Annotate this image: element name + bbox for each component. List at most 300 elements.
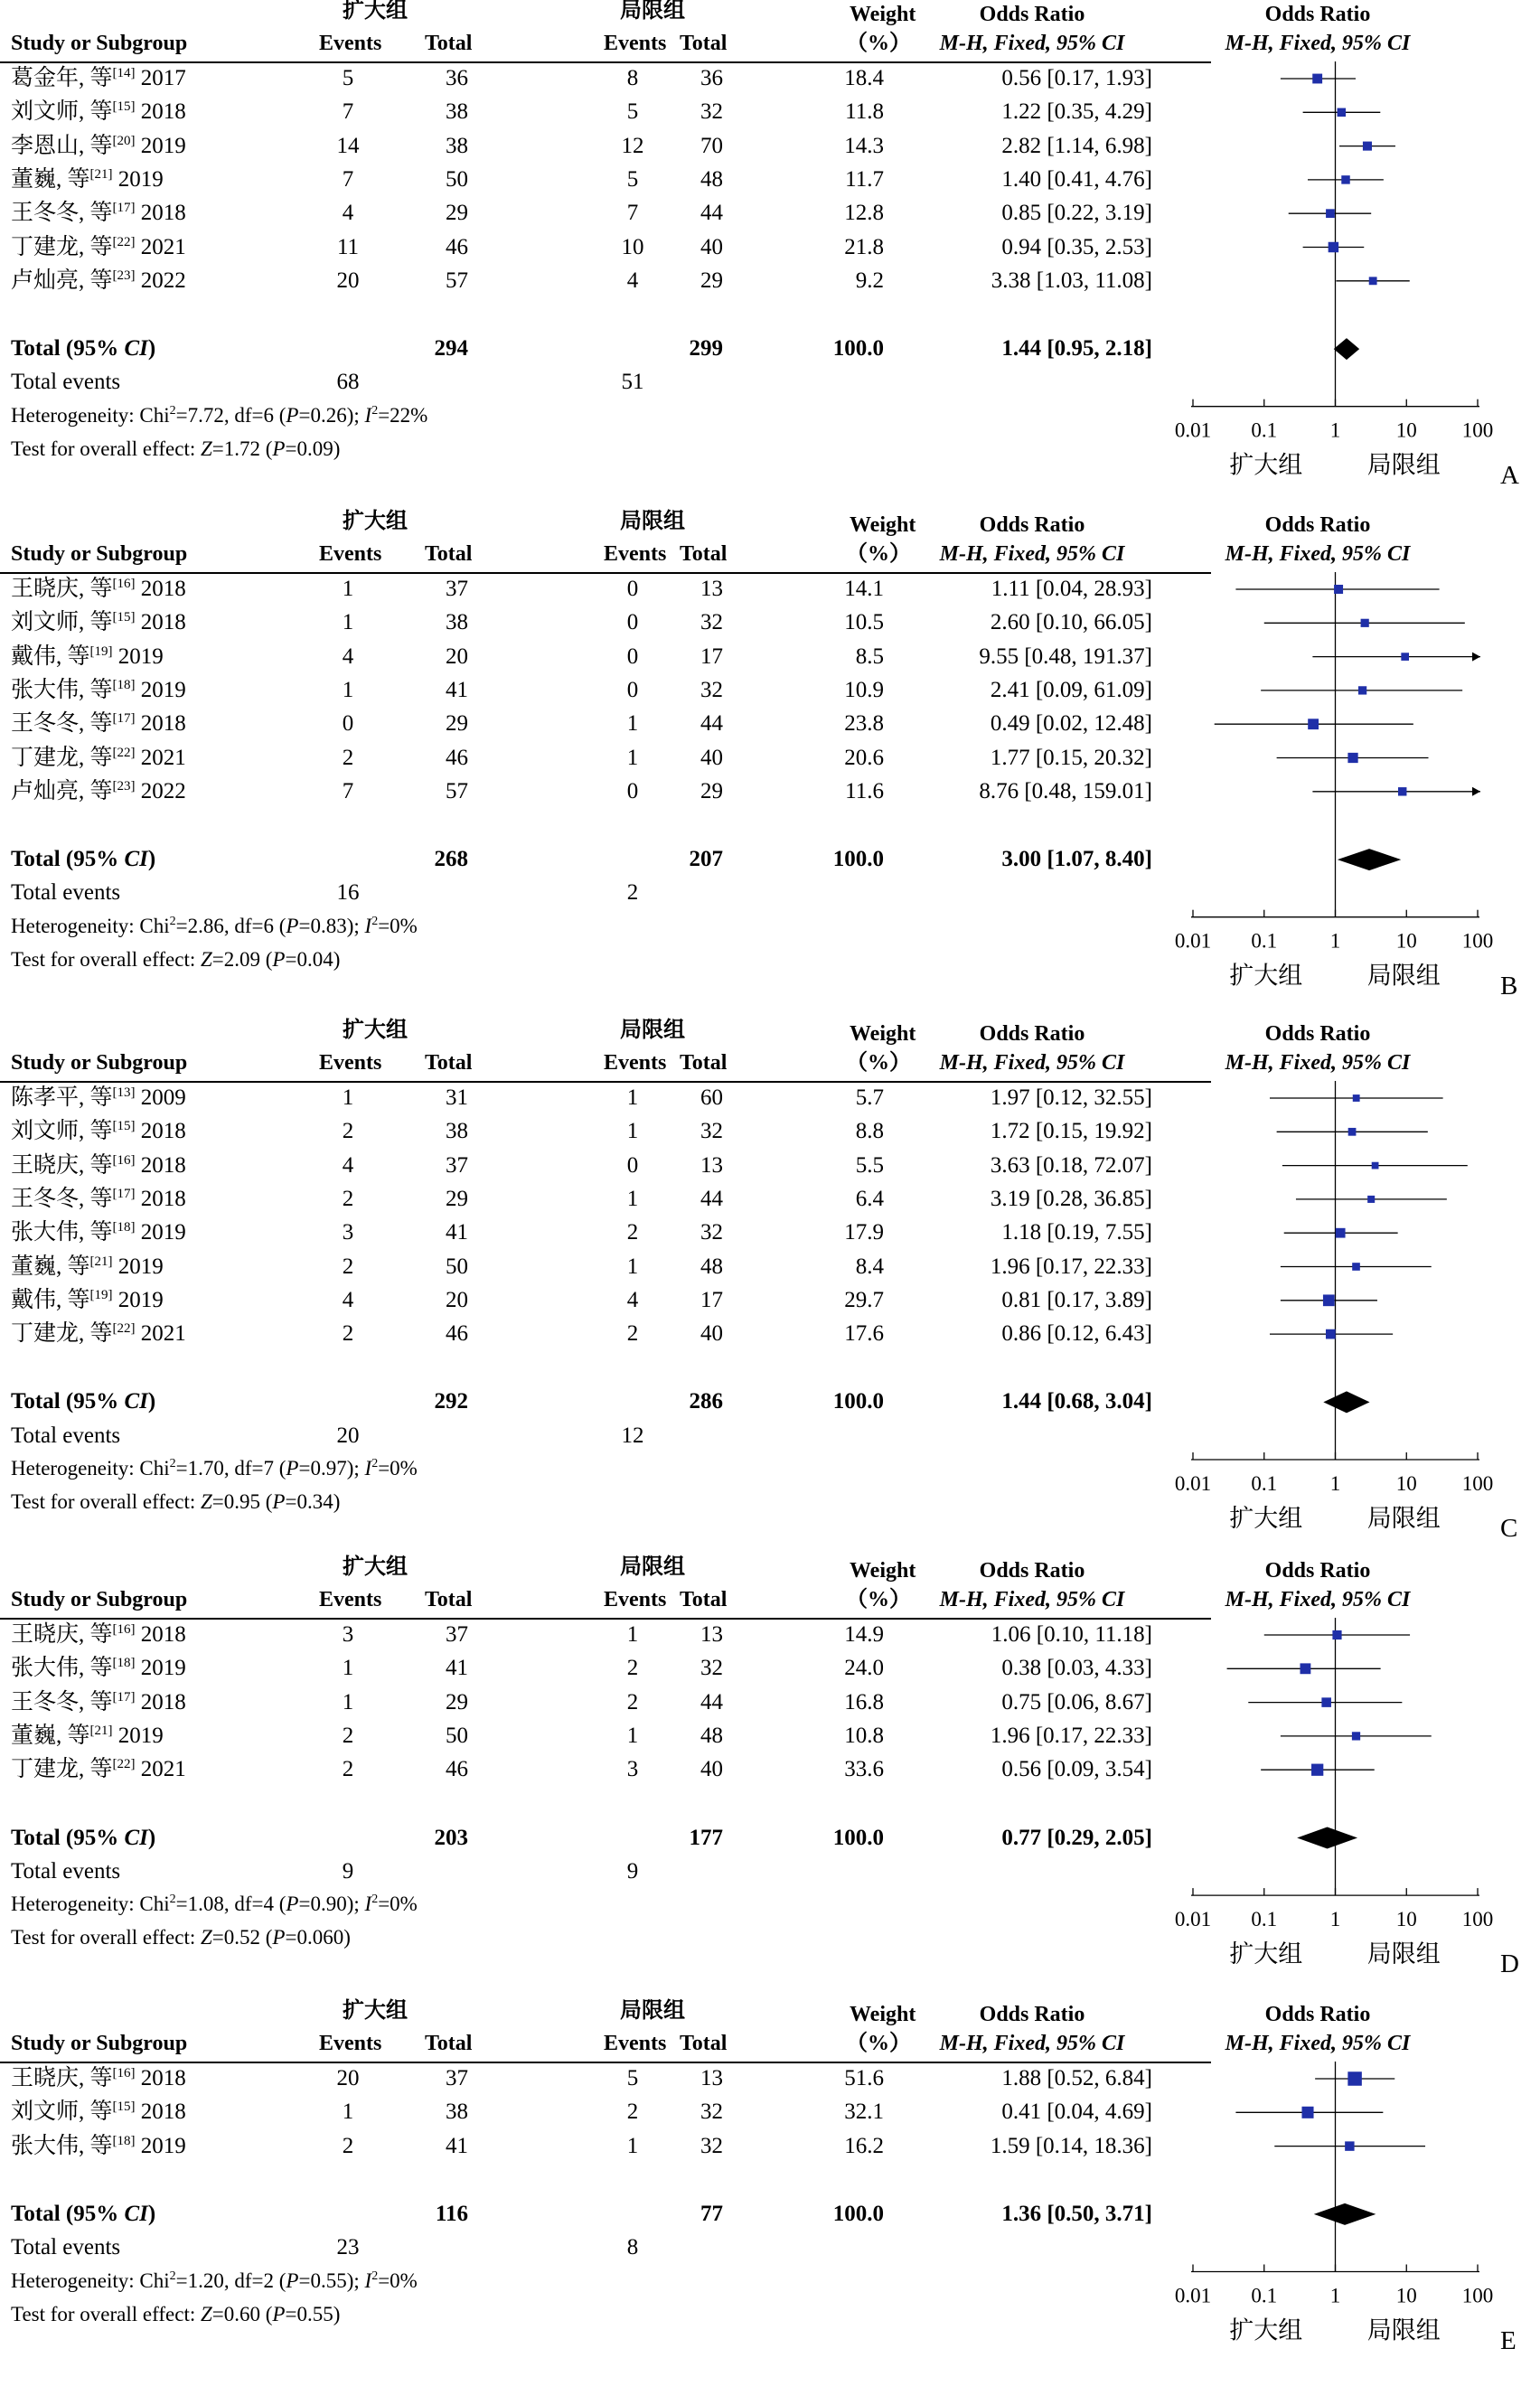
events-control: 8 [626,66,639,90]
x-tick-label: 0.1 [1251,1472,1278,1495]
or-header: Odds Ratio [979,1022,1085,1046]
events-control: 1 [626,1186,639,1211]
events-header-experimental: Events [319,2032,382,2055]
weight-header: Weight [850,1022,916,1046]
study-point [1369,277,1377,285]
study-reference: [21] [89,166,113,182]
weight-unit-header: （%） [846,32,911,55]
total-header-experimental: Total [425,2032,473,2055]
study-reference: [15] [112,610,136,625]
events-experimental: 2 [342,1757,354,1782]
axis-favors-experimental: 扩大组 [1229,1940,1303,1968]
study-odds-ratio: 3.38 [1.03, 11.08] [991,268,1152,293]
study-author: 丁建龙, 等 [11,745,113,770]
events-header-experimental: Events [319,1051,382,1075]
study-name [11,1623,186,1646]
study-author: 董巍, 等 [11,166,90,192]
study-point [1348,753,1357,763]
study-weight: 6.4 [855,1186,884,1211]
study-odds-ratio: 0.85 [0.22, 3.19] [1001,201,1152,226]
events-control: 0 [626,577,639,601]
events-experimental: 0 [342,711,354,737]
study-name [11,1221,186,1244]
total-control: 29 [700,778,723,803]
events-experimental: 5 [342,66,354,90]
overall-pval: =0.34) [285,1490,341,1514]
study-year: 2019 [117,1254,164,1279]
total-control: 32 [700,677,723,702]
study-year: 2018 [140,2099,186,2125]
study-author: 卢灿亮, 等 [11,778,113,803]
het-p: P [286,2269,299,2292]
total-control: 40 [700,745,723,770]
axis-favors-control: 局限组 [1366,1505,1441,1532]
study-point [1398,787,1406,795]
plot-header: Odds Ratio [1264,1022,1371,1046]
panel-letter: E [1500,2325,1517,2355]
study-weight: 21.8 [844,234,884,259]
total-control: 17 [700,1287,723,1312]
plot-method-header: M-H, Fixed, 95% CI [1225,2032,1411,2055]
study-weight: 18.4 [844,66,884,90]
events-experimental: 2 [342,1186,354,1211]
study-weight: 29.7 [844,1287,884,1312]
study-odds-ratio: 0.86 [0.12, 6.43] [1001,1321,1152,1347]
study-point [1352,1263,1360,1271]
plot-method-header: M-H, Fixed, 95% CI [1225,542,1411,566]
study-point [1301,2107,1313,2118]
study-author: 董巍, 等 [11,1254,90,1279]
study-weight: 32.1 [844,2099,884,2125]
study-point [1321,1697,1331,1707]
total-weight: 100.0 [832,847,884,872]
study-author: 张大伟, 等 [11,2133,113,2158]
study-reference: [23] [112,778,136,794]
total-odds-ratio: 1.36 [0.50, 3.71] [1001,2201,1152,2226]
study-year: 2019 [117,1287,164,1312]
overall-pval: =0.060) [285,1926,351,1949]
study-year: 2009 [140,1085,186,1110]
total-experimental: 38 [446,1119,468,1144]
total-control: 13 [700,1622,723,1647]
study-point [1352,1732,1360,1740]
study-weight: 8.4 [855,1254,884,1279]
study-name [11,1255,164,1278]
x-tick-label: 0.01 [1174,929,1212,953]
het-i-sup: 2 [371,914,379,928]
events-control: 5 [626,166,639,192]
events-control: 0 [626,778,639,803]
x-tick-label: 1 [1329,1472,1341,1495]
events-experimental: 20 [336,2066,360,2090]
study-column-header: Study or Subgroup [11,1588,188,1611]
events-experimental: 1 [342,610,354,635]
study-odds-ratio: 3.19 [0.28, 36.85] [990,1186,1152,1211]
events-control: 2 [626,1321,639,1347]
events-control: 2 [626,2099,639,2125]
heterogeneity-stat [11,1893,418,1914]
study-year: 2018 [140,1622,186,1647]
study-point [1329,242,1338,252]
study-reference: [19] [89,643,113,659]
weight-unit-header: （%） [846,1588,911,1611]
study-author: 丁建龙, 等 [11,1321,113,1347]
study-column-header: Study or Subgroup [11,2032,188,2055]
total-experimental: 29 [446,711,468,737]
study-weight: 8.8 [855,1119,884,1144]
study-name [11,236,186,258]
study-point [1401,653,1409,661]
study-author: 戴伟, 等 [11,643,90,669]
total-control: 13 [700,2066,723,2090]
total-control: 44 [700,711,723,737]
total-events-control: 51 [621,370,644,395]
plot-method-header: M-H, Fixed, 95% CI [1225,1588,1411,1611]
study-reference: [21] [89,1254,113,1269]
study-author: 刘文师, 等 [11,610,113,635]
total-events-control: 12 [621,1423,644,1448]
x-tick-label: 0.1 [1251,1908,1278,1931]
study-point [1300,1663,1310,1674]
overall-effect-test [11,438,340,459]
total-events-control: 2 [626,880,639,906]
study-weight: 10.5 [844,610,884,635]
het-pre: Heterogeneity: Chi [11,403,170,427]
study-weight: 5.7 [855,1085,884,1110]
events-header-experimental: Events [319,542,382,566]
overall-effect-test [11,1927,351,1948]
total-experimental: 29 [446,1689,468,1714]
total-control: 60 [700,1085,723,1110]
study-reference: [18] [112,1220,136,1235]
events-experimental: 4 [342,1152,354,1178]
or-method-header: M-H, Fixed, 95% CI [939,1588,1125,1611]
study-name [11,1691,186,1714]
study-weight: 16.8 [844,1689,884,1714]
axis-favors-control: 局限组 [1366,962,1441,990]
study-point [1345,2141,1354,2150]
total-events-control: 9 [626,1858,639,1883]
het-i: I [364,1893,372,1916]
x-tick-label: 10 [1395,1908,1417,1931]
het-mid: =1.08, df=4 ( [175,1893,286,1916]
total-label-close: ) [147,1389,156,1414]
study-odds-ratio: 1.11 [0.04, 28.93] [991,577,1152,601]
total-control: 17 [700,643,723,669]
overall-zval: =2.09 ( [211,948,273,971]
study-odds-ratio: 0.56 [0.17, 1.93] [1001,66,1152,90]
events-experimental: 1 [342,677,354,702]
events-control: 1 [626,1119,639,1144]
total-control: 40 [700,1757,723,1782]
group-header-control: 局限组 [620,1999,685,2023]
events-control: 1 [626,1254,639,1279]
study-weight: 17.9 [844,1220,884,1245]
total-label [11,848,155,870]
study-year: 2021 [140,745,186,770]
study-author: 董巍, 等 [11,1723,90,1748]
study-column-header: Study or Subgroup [11,542,188,566]
total-experimental: 29 [446,201,468,226]
study-reference: [22] [112,1321,136,1337]
events-control: 0 [626,610,639,635]
x-tick-label: 100 [1461,2284,1494,2307]
group-header-control: 局限组 [620,510,685,533]
study-point [1348,2071,1361,2085]
weight-unit-header: （%） [846,542,911,566]
ci-arrow [1472,653,1480,662]
x-tick-label: 0.01 [1174,1908,1212,1931]
events-experimental: 20 [336,268,360,293]
events-experimental: 7 [342,99,354,125]
overall-p: P [272,1490,286,1514]
study-name [11,202,186,224]
study-point [1372,1162,1379,1170]
study-column-header: Study or Subgroup [11,32,188,55]
panel-letter: A [1500,460,1519,490]
events-control: 1 [626,711,639,737]
total-control: 32 [700,1119,723,1144]
total-participants-control: 286 [689,1389,723,1414]
total-control: 13 [700,577,723,601]
total-participants-experimental: 116 [435,2201,468,2226]
study-weight: 11.6 [845,778,884,803]
events-experimental: 1 [342,1656,354,1681]
or-header: Odds Ratio [979,3,1085,26]
x-tick-label: 100 [1461,929,1494,953]
study-point [1332,1630,1341,1639]
plot-header: Odds Ratio [1264,513,1371,537]
plot-header: Odds Ratio [1264,2003,1371,2026]
total-experimental: 46 [446,234,468,259]
events-control: 10 [621,234,644,259]
weight-header: Weight [850,2003,916,2026]
pooled-diamond [1314,2203,1376,2225]
total-experimental: 50 [446,1723,468,1748]
total-label-close: ) [147,336,156,362]
total-events-label: Total events [11,1858,121,1883]
study-odds-ratio: 1.40 [0.41, 4.76] [1001,166,1152,192]
study-weight: 9.2 [855,268,884,293]
het-pval: =0.97); [298,1457,365,1480]
study-reference: [16] [112,1622,136,1637]
het-i: I [364,2269,372,2292]
total-ci-word: CI [124,1389,148,1414]
overall-pval: =0.55) [285,2302,341,2325]
axis-favors-control: 局限组 [1366,1940,1441,1968]
study-odds-ratio: 2.60 [0.10, 66.05] [990,610,1152,635]
events-experimental: 1 [342,1689,354,1714]
study-name [11,645,164,668]
study-name [11,2067,186,2090]
study-year: 2022 [140,268,186,293]
group-header-experimental: 扩大组 [343,1019,408,1042]
panel-letter: B [1500,971,1518,1000]
total-experimental: 50 [446,166,468,192]
study-author: 陈孝平, 等 [11,1085,113,1110]
overall-z: Z [200,1490,212,1514]
study-point [1361,619,1369,627]
het-pval: =0.83); [298,914,365,937]
total-participants-control: 207 [689,847,723,872]
panel-letter: C [1500,1514,1518,1543]
study-column-header: Study or Subgroup [11,1051,188,1075]
total-experimental: 31 [446,1085,468,1110]
plot-header: Odds Ratio [1264,3,1371,26]
overall-z: Z [200,948,212,971]
total-weight: 100.0 [832,2201,884,2226]
het-chi-sup: 2 [169,1457,176,1470]
axis-favors-experimental: 扩大组 [1229,2316,1303,2344]
study-odds-ratio: 1.22 [0.35, 4.29] [1001,99,1152,125]
study-odds-ratio: 0.94 [0.35, 2.53] [1001,234,1152,259]
study-weight: 23.8 [844,711,884,737]
header-rule [0,572,1211,574]
study-author: 卢灿亮, 等 [11,268,113,293]
total-header-control: Total [680,542,728,566]
study-odds-ratio: 1.96 [0.17, 22.33] [990,1254,1152,1279]
study-point [1338,108,1346,117]
events-control: 0 [626,677,639,702]
total-label-text: Total (95% [11,336,125,362]
het-pval: =0.90); [298,1893,365,1916]
study-point [1363,142,1372,151]
study-odds-ratio: 1.77 [0.15, 20.32] [990,745,1152,770]
events-experimental: 1 [342,2099,354,2125]
study-year: 2018 [140,2066,186,2090]
study-reference: [15] [112,2099,136,2115]
total-weight: 100.0 [832,1389,884,1414]
study-weight: 8.5 [855,643,884,669]
study-odds-ratio: 1.18 [0.19, 7.55] [1001,1220,1152,1245]
study-odds-ratio: 1.72 [0.15, 19.92] [990,1119,1152,1144]
study-point [1323,1294,1335,1306]
study-reference: [14] [112,66,136,80]
or-header: Odds Ratio [979,1559,1085,1583]
total-control: 29 [700,268,723,293]
pooled-diamond [1323,1391,1369,1413]
total-experimental: 41 [446,2133,468,2158]
study-weight: 10.8 [844,1723,884,1748]
study-author: 张大伟, 等 [11,1220,113,1245]
overall-pre: Test for overall effect: [11,1490,201,1514]
total-header-control: Total [680,1588,728,1611]
total-experimental: 38 [446,99,468,125]
het-pval: =0.55); [298,2269,365,2292]
study-year: 2018 [140,99,186,125]
total-control: 32 [700,1220,723,1245]
study-reference: [16] [112,2066,136,2081]
header-rule [0,1618,1211,1620]
x-tick-label: 0.01 [1174,2284,1212,2307]
total-control: 36 [700,66,723,90]
x-tick-label: 0.01 [1174,418,1212,442]
heterogeneity-stat [11,2270,418,2291]
heterogeneity-stat [11,916,418,936]
study-reference: [23] [112,268,136,283]
total-control: 44 [700,1186,723,1211]
plot-header: Odds Ratio [1264,1559,1371,1583]
overall-z: Z [200,437,212,460]
study-year: 2018 [140,577,186,601]
study-reference: [17] [112,711,136,727]
study-year: 2019 [140,677,186,702]
total-events-experimental: 16 [336,880,360,906]
study-author: 张大伟, 等 [11,1656,113,1681]
group-header-control: 局限组 [620,0,685,23]
het-i-sup: 2 [371,2269,379,2283]
study-year: 2017 [140,66,186,90]
x-tick-label: 10 [1395,418,1417,442]
het-ival: =0% [378,914,418,937]
study-author: 王冬冬, 等 [11,1689,113,1714]
events-header-control: Events [604,542,667,566]
total-experimental: 41 [446,677,468,702]
study-year: 2018 [140,1152,186,1178]
study-author: 王晓庆, 等 [11,577,113,601]
total-weight: 100.0 [832,1825,884,1850]
total-control: 44 [700,1689,723,1714]
het-ival: =0% [378,1893,418,1916]
study-point [1353,1094,1360,1102]
total-label-text: Total (95% [11,2201,125,2226]
study-odds-ratio: 1.96 [0.17, 22.33] [990,1723,1152,1748]
overall-zval: =0.60 ( [211,2302,273,2325]
events-control: 5 [626,99,639,125]
study-name [11,1322,186,1345]
total-events-control: 8 [626,2235,639,2260]
total-experimental: 38 [446,610,468,635]
study-odds-ratio: 0.81 [0.17, 3.89] [1001,1287,1152,1312]
study-author: 李恩山, 等 [11,133,113,158]
events-control: 3 [626,1757,639,1782]
total-control: 48 [700,166,723,192]
study-name [11,2100,186,2123]
study-year: 2019 [140,2133,186,2158]
total-experimental: 46 [446,1321,468,1347]
total-header-control: Total [680,1051,728,1075]
x-tick-label: 1 [1329,1908,1341,1931]
study-year: 2018 [140,1689,186,1714]
study-author: 王冬冬, 等 [11,201,113,226]
study-name [11,712,186,735]
study-name [11,1086,186,1109]
pooled-diamond [1338,849,1401,870]
study-weight: 17.6 [844,1321,884,1347]
study-year: 2022 [140,778,186,803]
study-year: 2018 [140,610,186,635]
study-odds-ratio: 0.38 [0.03, 4.33] [1001,1656,1152,1681]
total-label-text: Total (95% [11,1825,125,1850]
het-pre: Heterogeneity: Chi [11,2269,170,2292]
forest-plot-e [1121,2000,1518,2367]
study-name [11,780,186,803]
total-events-label: Total events [11,2235,121,2260]
het-chi-sup: 2 [169,403,176,418]
study-weight: 20.6 [844,745,884,770]
study-reference: [16] [112,577,136,591]
group-header-experimental: 扩大组 [343,1555,408,1579]
events-control: 7 [626,201,639,226]
total-events-experimental: 23 [336,2235,360,2260]
x-tick-label: 10 [1395,2284,1417,2307]
total-experimental: 38 [446,2099,468,2125]
study-author: 王晓庆, 等 [11,2066,113,2090]
study-reference: [18] [112,1656,136,1671]
total-header-experimental: Total [425,32,473,55]
group-header-experimental: 扩大组 [343,1999,408,2023]
study-year: 2021 [140,1757,186,1782]
